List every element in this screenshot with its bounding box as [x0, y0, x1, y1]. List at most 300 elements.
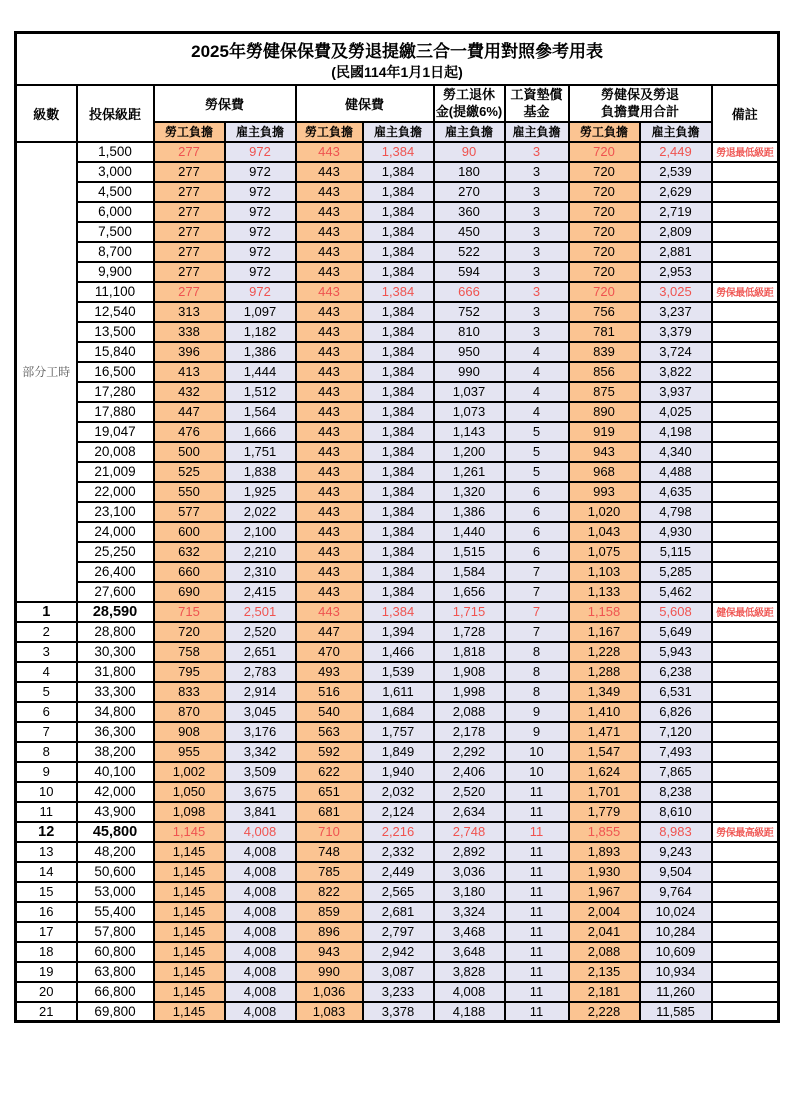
labor-fee-employee-cell: 277: [154, 142, 225, 162]
total-employer-cell: 2,809: [640, 222, 712, 242]
total-employee-cell: 1,158: [569, 602, 640, 622]
health-fee-employer-cell: 1,384: [363, 202, 434, 222]
table-row: [16, 822, 779, 842]
table-row: [16, 582, 779, 602]
table-row: [16, 742, 779, 762]
labor-fee-employer-cell: 4,008: [225, 942, 296, 962]
part-time-group-cell: 部分工時: [16, 142, 77, 602]
total-employee-cell: 720: [569, 182, 640, 202]
total-employee-cell: 720: [569, 282, 640, 302]
table-row: [16, 442, 779, 462]
bracket-cell: 20,008: [77, 442, 154, 462]
labor-fee-employee-cell: 600: [154, 522, 225, 542]
health-fee-employee-cell: 443: [296, 342, 363, 362]
bracket-cell: 25,250: [77, 542, 154, 562]
total-employee-cell: 2,181: [569, 982, 640, 1002]
wage-fund-employer-cell: 4: [505, 402, 569, 422]
health-fee-employer-cell: 1,757: [363, 722, 434, 742]
total-employee-cell: 756: [569, 302, 640, 322]
table-row: [16, 462, 779, 482]
labor-fee-employer-cell: 972: [225, 262, 296, 282]
health-fee-employer-cell: 1,384: [363, 502, 434, 522]
health-fee-employer-cell: 1,849: [363, 742, 434, 762]
total-employee-cell: 1,020: [569, 502, 640, 522]
note-cell: [712, 422, 779, 442]
pension-employer-cell: 1,200: [434, 442, 505, 462]
labor-fee-employee-cell: 277: [154, 202, 225, 222]
labor-fee-employer-cell: 4,008: [225, 962, 296, 982]
bracket-cell: 60,800: [77, 942, 154, 962]
table-row: [16, 862, 779, 882]
labor-fee-employer-cell: 3,841: [225, 802, 296, 822]
note-cell: [712, 942, 779, 962]
labor-fee-employee-cell: 277: [154, 222, 225, 242]
col-header-level: 級數: [16, 85, 77, 142]
table-row: [16, 482, 779, 502]
labor-fee-employer-cell: 3,045: [225, 702, 296, 722]
pension-employer-cell: 1,715: [434, 602, 505, 622]
labor-fee-employee-cell: 396: [154, 342, 225, 362]
labor-fee-employee-cell: 313: [154, 302, 225, 322]
labor-fee-employee-cell: 1,145: [154, 942, 225, 962]
labor-fee-employer-cell: 972: [225, 282, 296, 302]
bracket-cell: 11,100: [77, 282, 154, 302]
total-employee-cell: 720: [569, 202, 640, 222]
wage-fund-employer-cell: 9: [505, 702, 569, 722]
labor-fee-employee-cell: 1,145: [154, 902, 225, 922]
pension-employer-cell: 2,178: [434, 722, 505, 742]
health-fee-employer-cell: 3,378: [363, 1002, 434, 1022]
health-fee-employee-cell: 516: [296, 682, 363, 702]
note-cell: [712, 382, 779, 402]
total-employee-header: 勞工負擔: [569, 122, 640, 142]
note-cell: [712, 322, 779, 342]
labor-fee-employee-cell: 1,145: [154, 862, 225, 882]
bracket-cell: 50,600: [77, 862, 154, 882]
wage-fund-employer-cell: 9: [505, 722, 569, 742]
table-row: [16, 702, 779, 722]
total-employer-cell: 2,539: [640, 162, 712, 182]
health-fee-employee-cell: 443: [296, 142, 363, 162]
labor-fee-employee-cell: 525: [154, 462, 225, 482]
total-employee-cell: 1,471: [569, 722, 640, 742]
wage-fund-employer-cell: 11: [505, 922, 569, 942]
table-row: [16, 362, 779, 382]
level-cell: 2: [16, 622, 77, 642]
pension-employer-cell: 2,406: [434, 762, 505, 782]
pension-employer-cell: 2,520: [434, 782, 505, 802]
level-cell: 16: [16, 902, 77, 922]
wage-fund-employer-header: 雇主負擔: [505, 122, 569, 142]
bracket-cell: 17,280: [77, 382, 154, 402]
wage-fund-employer-cell: 4: [505, 362, 569, 382]
bracket-cell: 26,400: [77, 562, 154, 582]
total-employee-cell: 1,075: [569, 542, 640, 562]
labor-fee-employer-cell: 1,751: [225, 442, 296, 462]
table-row: [16, 942, 779, 962]
labor-fee-employer-cell: 2,914: [225, 682, 296, 702]
note-cell: [712, 642, 779, 662]
bracket-cell: 8,700: [77, 242, 154, 262]
total-employee-cell: 839: [569, 342, 640, 362]
pension-employer-cell: 2,088: [434, 702, 505, 722]
health-fee-employer-cell: 2,216: [363, 822, 434, 842]
total-employer-cell: 5,608: [640, 602, 712, 622]
total-employer-cell: 2,629: [640, 182, 712, 202]
note-cell: [712, 1002, 779, 1022]
total-employee-cell: 1,930: [569, 862, 640, 882]
table-row: [16, 222, 779, 242]
level-cell: 5: [16, 682, 77, 702]
health-fee-employee-cell: 443: [296, 462, 363, 482]
level-cell: 20: [16, 982, 77, 1002]
health-fee-employee-cell: 443: [296, 402, 363, 422]
labor-fee-employer-cell: 2,501: [225, 602, 296, 622]
bracket-cell: 28,800: [77, 622, 154, 642]
total-employer-cell: 4,930: [640, 522, 712, 542]
pension-employer-cell: 1,261: [434, 462, 505, 482]
total-employer-cell: 8,238: [640, 782, 712, 802]
total-employer-cell: 3,237: [640, 302, 712, 322]
bracket-cell: 6,000: [77, 202, 154, 222]
health-fee-employee-cell: 443: [296, 382, 363, 402]
bracket-cell: 24,000: [77, 522, 154, 542]
labor-fee-employer-header: 雇主負擔: [225, 122, 296, 142]
labor-fee-employer-cell: 1,838: [225, 462, 296, 482]
health-fee-employee-cell: 447: [296, 622, 363, 642]
pension-employer-cell: 3,036: [434, 862, 505, 882]
note-cell: [712, 782, 779, 802]
note-cell: [712, 702, 779, 722]
health-fee-employee-cell: 470: [296, 642, 363, 662]
note-cell: [712, 302, 779, 322]
bracket-cell: 23,100: [77, 502, 154, 522]
pension-employer-cell: 3,324: [434, 902, 505, 922]
total-employer-cell: 3,724: [640, 342, 712, 362]
table-row: [16, 602, 779, 622]
health-fee-employee-cell: 563: [296, 722, 363, 742]
wage-fund-employer-cell: 3: [505, 322, 569, 342]
table-row: [16, 542, 779, 562]
table-row: [16, 642, 779, 662]
labor-fee-employee-cell: 1,145: [154, 922, 225, 942]
wage-fund-employer-cell: 5: [505, 442, 569, 462]
health-fee-employee-cell: 443: [296, 542, 363, 562]
bracket-cell: 38,200: [77, 742, 154, 762]
health-fee-employer-cell: 1,384: [363, 382, 434, 402]
health-fee-employer-cell: 1,384: [363, 402, 434, 422]
health-fee-employee-cell: 443: [296, 522, 363, 542]
bracket-cell: 22,000: [77, 482, 154, 502]
labor-fee-employee-cell: 277: [154, 262, 225, 282]
note-cell: [712, 802, 779, 822]
labor-fee-employee-cell: 833: [154, 682, 225, 702]
table-row: [16, 202, 779, 222]
col-header-labor-fee: 勞保費: [154, 85, 296, 122]
health-fee-employee-cell: 443: [296, 162, 363, 182]
health-fee-employer-header: 雇主負擔: [363, 122, 434, 142]
health-fee-employee-cell: 443: [296, 222, 363, 242]
col-header-total-line2: 負擔費用合計: [600, 104, 679, 119]
labor-fee-employee-cell: 550: [154, 482, 225, 502]
total-employee-cell: 890: [569, 402, 640, 422]
pension-employer-cell: 1,818: [434, 642, 505, 662]
bracket-cell: 45,800: [77, 822, 154, 842]
col-header-total: [569, 85, 712, 122]
health-fee-employee-cell: 443: [296, 442, 363, 462]
health-fee-employer-cell: 1,384: [363, 522, 434, 542]
total-employer-cell: 5,285: [640, 562, 712, 582]
health-fee-employer-cell: 1,539: [363, 662, 434, 682]
labor-fee-employer-cell: 4,008: [225, 822, 296, 842]
level-cell: 14: [16, 862, 77, 882]
col-header-bracket: 投保級距: [77, 85, 154, 142]
bracket-cell: 13,500: [77, 322, 154, 342]
total-employer-cell: 8,983: [640, 822, 712, 842]
labor-fee-employee-cell: 1,145: [154, 1002, 225, 1022]
health-fee-employee-cell: 710: [296, 822, 363, 842]
total-employer-cell: 5,115: [640, 542, 712, 562]
total-employer-cell: 7,493: [640, 742, 712, 762]
bracket-cell: 55,400: [77, 902, 154, 922]
total-employee-cell: 1,547: [569, 742, 640, 762]
total-employer-cell: 4,198: [640, 422, 712, 442]
bracket-cell: 57,800: [77, 922, 154, 942]
labor-fee-employee-cell: 338: [154, 322, 225, 342]
wage-fund-employer-cell: 6: [505, 482, 569, 502]
note-cell: [712, 982, 779, 1002]
health-fee-employee-cell: 443: [296, 362, 363, 382]
health-fee-employee-cell: 443: [296, 562, 363, 582]
total-employer-cell: 5,943: [640, 642, 712, 662]
level-cell: 11: [16, 802, 77, 822]
total-employee-cell: 1,288: [569, 662, 640, 682]
total-employee-cell: 993: [569, 482, 640, 502]
total-employee-cell: 1,167: [569, 622, 640, 642]
pension-employer-cell: 1,515: [434, 542, 505, 562]
wage-fund-employer-cell: 3: [505, 302, 569, 322]
total-employee-cell: 1,228: [569, 642, 640, 662]
table-row: [16, 782, 779, 802]
table-row: [16, 282, 779, 302]
pension-employer-cell: 90: [434, 142, 505, 162]
health-fee-employee-cell: 443: [296, 582, 363, 602]
labor-fee-employer-cell: 4,008: [225, 922, 296, 942]
labor-fee-employer-cell: 4,008: [225, 882, 296, 902]
total-employee-cell: 720: [569, 162, 640, 182]
note-cell: [712, 722, 779, 742]
pension-employer-cell: 752: [434, 302, 505, 322]
total-employee-cell: 943: [569, 442, 640, 462]
wage-fund-employer-cell: 6: [505, 502, 569, 522]
col-header-note: 備註: [712, 85, 779, 142]
col-header-wage-fund: [505, 85, 569, 122]
total-employee-cell: 2,135: [569, 962, 640, 982]
wage-fund-employer-cell: 4: [505, 342, 569, 362]
labor-fee-employee-cell: 1,145: [154, 962, 225, 982]
col-header-wage-fund-line1: 工資墊償: [510, 87, 563, 102]
total-employer-cell: 5,649: [640, 622, 712, 642]
pension-employer-header: 雇主負擔: [434, 122, 505, 142]
health-fee-employee-cell: 443: [296, 502, 363, 522]
health-fee-employer-cell: 1,384: [363, 362, 434, 382]
table-row: [16, 402, 779, 422]
pension-employer-cell: 950: [434, 342, 505, 362]
pension-employer-cell: 666: [434, 282, 505, 302]
labor-fee-employer-cell: 1,925: [225, 482, 296, 502]
table-row: [16, 562, 779, 582]
labor-fee-employer-cell: 2,022: [225, 502, 296, 522]
wage-fund-employer-cell: 11: [505, 882, 569, 902]
pension-employer-cell: 1,908: [434, 662, 505, 682]
pension-employer-cell: 1,073: [434, 402, 505, 422]
level-cell: 9: [16, 762, 77, 782]
total-employer-cell: 10,024: [640, 902, 712, 922]
total-employer-cell: 2,449: [640, 142, 712, 162]
total-employer-cell: 3,937: [640, 382, 712, 402]
bracket-cell: 66,800: [77, 982, 154, 1002]
total-employer-cell: 2,881: [640, 242, 712, 262]
note-cell: [712, 242, 779, 262]
bracket-cell: 42,000: [77, 782, 154, 802]
pension-employer-cell: 4,188: [434, 1002, 505, 1022]
pension-employer-cell: 2,634: [434, 802, 505, 822]
table-row: [16, 762, 779, 782]
labor-fee-employer-cell: 972: [225, 202, 296, 222]
note-cell: [712, 402, 779, 422]
wage-fund-employer-cell: 8: [505, 682, 569, 702]
total-employee-cell: 1,349: [569, 682, 640, 702]
health-fee-employee-cell: 651: [296, 782, 363, 802]
note-cell: [712, 442, 779, 462]
level-cell: 21: [16, 1002, 77, 1022]
note-cell: 健保最低級距: [712, 602, 779, 622]
pension-employer-cell: 1,143: [434, 422, 505, 442]
pension-employer-cell: 270: [434, 182, 505, 202]
note-cell: [712, 342, 779, 362]
total-employee-cell: 720: [569, 142, 640, 162]
bracket-cell: 9,900: [77, 262, 154, 282]
wage-fund-employer-cell: 11: [505, 1002, 569, 1022]
labor-fee-employer-cell: 3,342: [225, 742, 296, 762]
labor-fee-employer-cell: 2,415: [225, 582, 296, 602]
labor-fee-employer-cell: 1,097: [225, 302, 296, 322]
total-employer-cell: 3,379: [640, 322, 712, 342]
table-row: [16, 242, 779, 262]
table-row: [16, 882, 779, 902]
health-fee-employer-cell: 2,942: [363, 942, 434, 962]
level-cell: 13: [16, 842, 77, 862]
bracket-cell: 1,500: [77, 142, 154, 162]
total-employer-cell: 11,260: [640, 982, 712, 1002]
bracket-cell: 36,300: [77, 722, 154, 742]
labor-fee-employee-cell: 413: [154, 362, 225, 382]
bracket-cell: 53,000: [77, 882, 154, 902]
note-cell: [712, 462, 779, 482]
table-row: [16, 802, 779, 822]
total-employer-cell: 4,798: [640, 502, 712, 522]
total-employer-cell: 8,610: [640, 802, 712, 822]
labor-fee-employee-cell: 476: [154, 422, 225, 442]
bracket-cell: 15,840: [77, 342, 154, 362]
total-employee-cell: 1,133: [569, 582, 640, 602]
note-cell: [712, 562, 779, 582]
wage-fund-employer-cell: 11: [505, 802, 569, 822]
wage-fund-employer-cell: 11: [505, 942, 569, 962]
wage-fund-employer-cell: 3: [505, 282, 569, 302]
health-fee-employer-cell: 1,384: [363, 322, 434, 342]
level-cell: 6: [16, 702, 77, 722]
level-cell: 4: [16, 662, 77, 682]
health-fee-employer-cell: 3,087: [363, 962, 434, 982]
total-employer-cell: 4,340: [640, 442, 712, 462]
note-cell: [712, 542, 779, 562]
level-cell: 3: [16, 642, 77, 662]
table-row: [16, 722, 779, 742]
labor-fee-employer-cell: 1,386: [225, 342, 296, 362]
table-body: [16, 142, 779, 1022]
col-header-health-fee: 健保費: [296, 85, 434, 122]
total-employee-cell: 875: [569, 382, 640, 402]
table-row: [16, 162, 779, 182]
health-fee-employer-cell: 1,384: [363, 142, 434, 162]
note-cell: [712, 662, 779, 682]
pension-employer-cell: 3,648: [434, 942, 505, 962]
health-fee-employer-cell: 1,384: [363, 462, 434, 482]
wage-fund-employer-cell: 4: [505, 382, 569, 402]
health-fee-employer-cell: 1,384: [363, 482, 434, 502]
table-row: [16, 1002, 779, 1022]
note-cell: [712, 182, 779, 202]
health-fee-employee-header: 勞工負擔: [296, 122, 363, 142]
total-employee-cell: 1,043: [569, 522, 640, 542]
health-fee-employer-cell: 1,611: [363, 682, 434, 702]
wage-fund-employer-cell: 11: [505, 782, 569, 802]
bracket-cell: 43,900: [77, 802, 154, 822]
bracket-cell: 21,009: [77, 462, 154, 482]
wage-fund-employer-cell: 3: [505, 182, 569, 202]
note-cell: [712, 222, 779, 242]
bracket-cell: 40,100: [77, 762, 154, 782]
labor-fee-employer-cell: 972: [225, 222, 296, 242]
pension-employer-cell: 3,468: [434, 922, 505, 942]
health-fee-employee-cell: 681: [296, 802, 363, 822]
total-employee-cell: 1,103: [569, 562, 640, 582]
total-employer-cell: 6,826: [640, 702, 712, 722]
wage-fund-employer-cell: 11: [505, 822, 569, 842]
total-employer-cell: 5,462: [640, 582, 712, 602]
total-employer-cell: 9,243: [640, 842, 712, 862]
col-header-pension: [434, 85, 505, 122]
table-row: [16, 342, 779, 362]
bracket-cell: 19,047: [77, 422, 154, 442]
total-employer-cell: 10,284: [640, 922, 712, 942]
note-cell: [712, 882, 779, 902]
wage-fund-employer-cell: 3: [505, 222, 569, 242]
pension-employer-cell: 1,998: [434, 682, 505, 702]
health-fee-employee-cell: 592: [296, 742, 363, 762]
bracket-cell: 27,600: [77, 582, 154, 602]
total-employee-cell: 856: [569, 362, 640, 382]
health-fee-employee-cell: 443: [296, 482, 363, 502]
total-employer-cell: 9,764: [640, 882, 712, 902]
labor-fee-employee-cell: 577: [154, 502, 225, 522]
total-employer-header: 雇主負擔: [640, 122, 712, 142]
total-employee-cell: 968: [569, 462, 640, 482]
pension-employer-cell: 180: [434, 162, 505, 182]
wage-fund-employer-cell: 7: [505, 582, 569, 602]
pension-employer-cell: 2,748: [434, 822, 505, 842]
